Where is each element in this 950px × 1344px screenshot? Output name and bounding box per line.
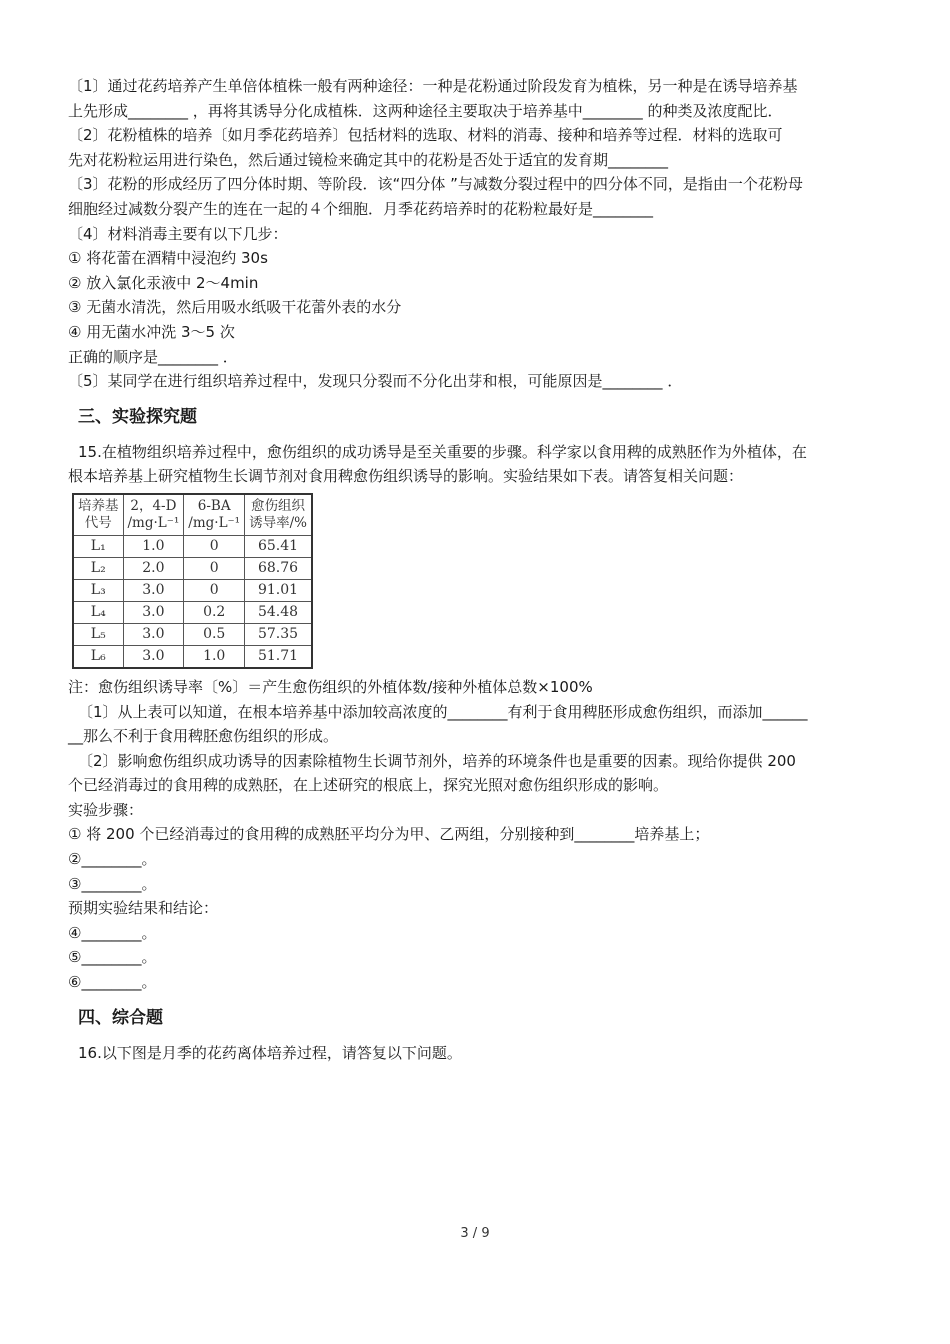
- text-line: 〔1〕从上表可以知道，在根本培养基中添加较高浓度的________有利于食用稗胚形成愈伤组织，而添加______: [78, 702, 808, 721]
- page-number: 3 / 9: [460, 1226, 490, 1241]
- table-cell: 1.0: [184, 645, 245, 668]
- table-cell: 0: [184, 535, 245, 557]
- table-cell: 0.2: [184, 601, 245, 623]
- text-line: 预期实验结果和结论：: [68, 899, 219, 918]
- table-header-cell: 6-BA /mg·L⁻¹: [184, 494, 245, 536]
- table-cell: 3.0: [123, 645, 184, 668]
- table-cell: 3.0: [123, 623, 184, 645]
- table-cell: 68.76: [245, 557, 312, 579]
- table-cell: L₁: [73, 535, 123, 557]
- table-row: [73, 535, 312, 557]
- table-cell: 57.35: [245, 623, 312, 645]
- table-cell: 54.48: [245, 601, 312, 623]
- table-row: [73, 623, 312, 645]
- table-cell: 3.0: [123, 601, 184, 623]
- text-line: 〔4〕材料消毒主要有以下几步：: [68, 224, 288, 243]
- table-header-cell: 2，4-D /mg·L⁻¹: [123, 494, 184, 536]
- table-cell: 65.41: [245, 535, 312, 557]
- text-line: ③________。: [68, 874, 157, 893]
- text-line: 个已经消毒过的食用稗的成熟胚，在上述研究的根底上，探究光照对愈伤组织形成的影响。: [68, 776, 669, 795]
- table-cell: 0: [184, 557, 245, 579]
- table-header-cell: 培养基 代号: [73, 494, 123, 536]
- table-cell: L₄: [73, 601, 123, 623]
- text-line: ③ 无菌水清洗，然后用吸水纸吸干花蕾外表的水分: [68, 298, 402, 317]
- section-heading-experiment: 三、实验探究题: [78, 406, 197, 427]
- text-line: ⑥________。: [68, 973, 157, 992]
- table-row: [73, 601, 312, 623]
- section-heading-comprehensive: 四、综合题: [78, 1007, 163, 1028]
- table-header-row: [73, 494, 312, 536]
- text-line: 注：愈伤组织诱导率〔%〕＝产生愈伤组织的外植体数/接种外植体总数×100%: [68, 677, 593, 696]
- text-line: 细胞经过减数分裂产生的连在一起的４个细胞．月季花药培养时的花粉粒最好是________: [68, 199, 654, 218]
- text-line: ① 将花蕾在酒精中浸泡约 30s: [68, 249, 268, 268]
- text-line: 〔5〕某同学在进行组织培养过程中，发现只分裂而不分化出芽和根，可能原因是________ ．: [68, 372, 683, 391]
- table-cell: 3.0: [123, 579, 184, 601]
- text-line: 〔2〕影响愈伤组织成功诱导的因素除植物生长调节剂外，培养的环境条件也是重要的因素。现给你提供 200: [78, 751, 796, 770]
- table-cell: 0.5: [184, 623, 245, 645]
- table-cell: 51.71: [245, 645, 312, 668]
- table-row: [73, 645, 312, 668]
- text-line: 〔2〕花粉植株的培养〔如月季花药培养〕包括材料的选取、材料的消毒、接种和培养等过程．材料的选取可: [68, 126, 783, 145]
- text-line: 〔1〕通过花药培养产生单倍体植株一般有两种途径：一种是花粉通过阶段发育为植株，另一种是在诱导培养基: [68, 77, 798, 95]
- text-line: ④ 用无菌水冲洗 3～5 次: [68, 322, 235, 341]
- table-cell: 2.0: [123, 557, 184, 579]
- table-cell: 1.0: [123, 535, 184, 557]
- text-line: 15.在植物组织培养过程中，愈伤组织的成功诱导是至关重要的步骤。科学家以食用稗的成熟胚作为外植体，在: [78, 442, 807, 461]
- text-line: 实验步骤：: [68, 800, 144, 819]
- text-line: 正确的顺序是________ ．: [68, 347, 238, 366]
- text-line: 根本培养基上研究植物生长调节剂对食用稗愈伤组织诱导的影响。实验结果如下表。请答复相关问题：: [68, 467, 744, 486]
- text-line: ② 放入氯化汞液中 2～4min: [68, 273, 259, 292]
- table-cell: L₃: [73, 579, 123, 601]
- text-line: ②________。: [68, 850, 157, 869]
- table-cell: 91.01: [245, 579, 312, 601]
- text-line: 上先形成________ ，再将其诱导分化成植株．这两种途径主要取决于培养基中________ 的种类及浓度配比．: [68, 101, 783, 120]
- table-cell: L₅: [73, 623, 123, 645]
- intro-block: [68, 74, 888, 394]
- table-cell: L₆: [73, 645, 123, 668]
- text-line: ④________。: [68, 923, 157, 942]
- text-line: ① 将 200 个已经消毒过的食用稗的成熟胚平均分为甲、乙两组，分别接种到________培养基上；: [68, 825, 710, 844]
- table-row: [73, 579, 312, 601]
- text-line: ⑤________。: [68, 948, 157, 967]
- table-header-cell: 愈伤组织 诱导率/%: [245, 494, 312, 536]
- text-line: __那么不利于食用稗胚愈伤组织的形成。: [68, 727, 339, 746]
- results-table: [72, 493, 313, 669]
- question-15: [68, 440, 888, 995]
- table-cell: L₂: [73, 557, 123, 579]
- text-line: 〔3〕花粉的形成经历了四分体时期、等阶段．该“四分体 ”与减数分裂过程中的四分体不同，是指由一个花粉母: [68, 175, 803, 194]
- document-page: [68, 74, 888, 1065]
- table-row: [73, 557, 312, 579]
- text-line: 先对花粉粒运用进行染色，然后通过镜检来确定其中的花粉是否处于适宜的发育期________: [68, 150, 669, 169]
- table-cell: 0: [184, 579, 245, 601]
- question-16: 16.以下图是月季的花药离体培养过程，请答复以下问题。: [78, 1043, 462, 1062]
